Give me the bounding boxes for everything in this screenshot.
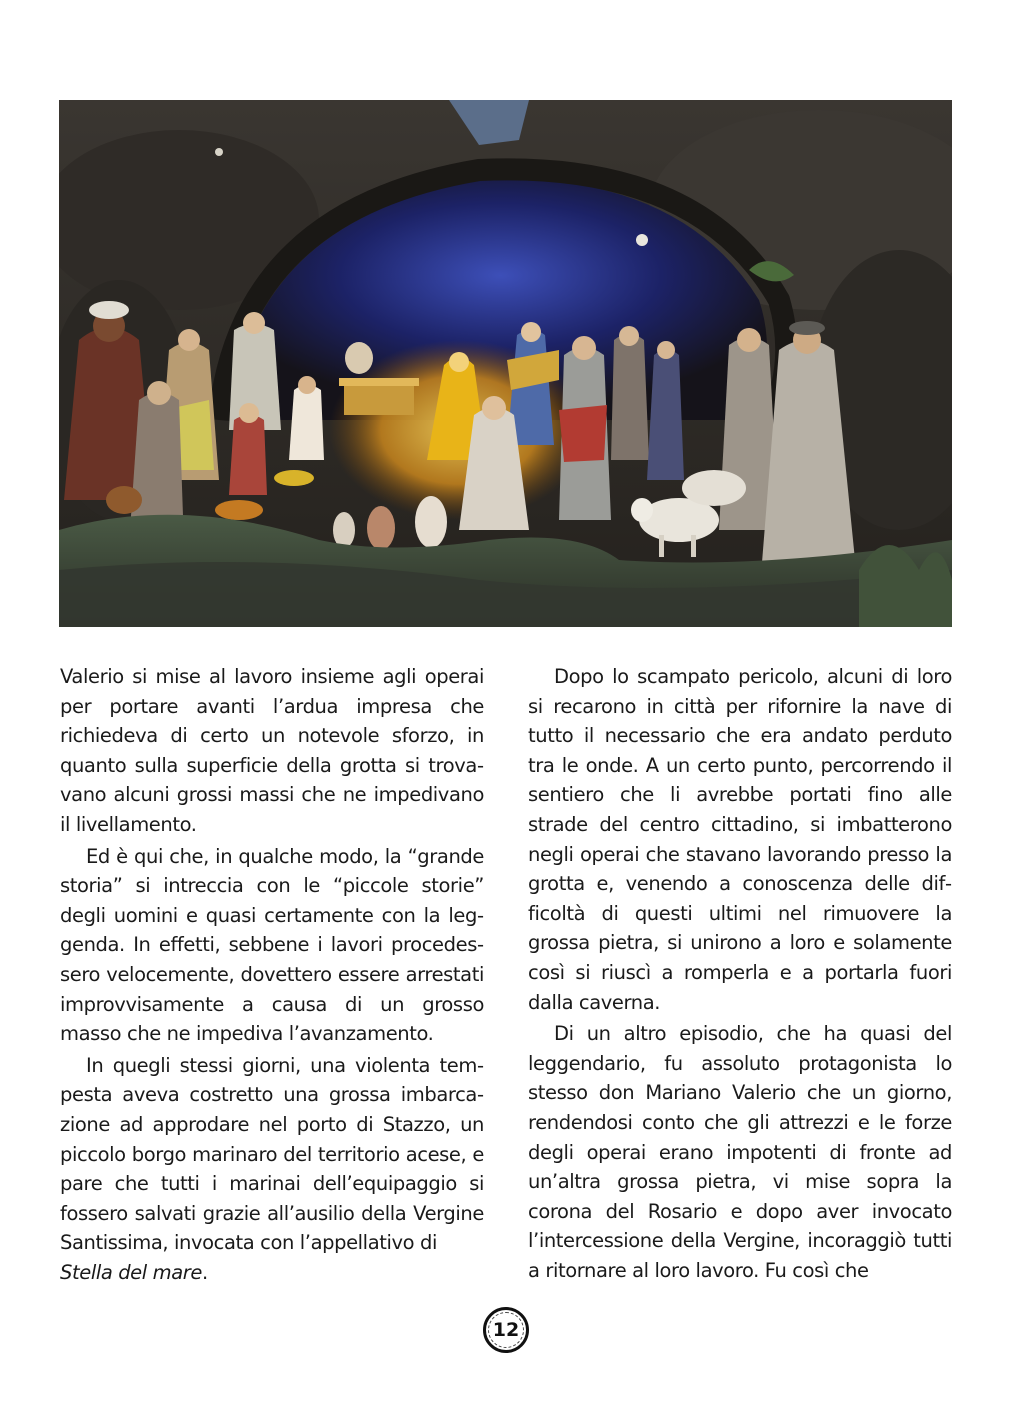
- left-paragraph-1: Valerio si mise al lavoro insieme agli operai per portare avanti l’ardua impresa che richiedeva di certo un notevole sforzo, in quanto sulla superficie della grotta si trovavano alcuni grossi massi che ne impedivano il livellamento.: [60, 665, 484, 836]
- right-paragraph-2: Di un altro episodio, che ha quasi del leggendario, fu assoluto protagonista lo stesso don Mariano Valerio che un giorno, rendendosi conto che gli attrezzi e le forze degli operai erano impotenti di fronte ad un’altra grossa pietra, vi mise sopra la corona del Rosario e dopo aver invocato l’intercessione della Vergine, incoraggiò tutti a ritornare al loro lavoro. Fu così che: [528, 1022, 952, 1282]
- page-number: 12: [492, 1319, 520, 1341]
- left-text-column: [60, 662, 484, 1289]
- right-paragraph-1: Dopo lo scampato pericolo, alcuni di loro si recarono in città per rifornire la nave di tutto il necessario che era andato perduto tra le onde. A un certo punto, percorrendo il sentiero che li avrebbe portati fino alle strade del centro cittadino, si imbatterono negli operai che stavano lavorando presso la grotta e, venendo a conoscenza delle difficoltà di questi ultimi nel rimuovere la grossa pietra, si unirono a loro e solamente così si riuscì a romperla e a portarla fuori dalla caverna.: [528, 665, 952, 1014]
- left-paragraph-2: Ed è qui che, in qualche modo, la “grande storia” si intreccia con le “piccole storie” degli uomini e quasi certamente con la leggenda. In effetti, sebbene i lavori procedessero velocemente, dovettero essere arrestati improvvisamente a causa di un grosso masso che ne impediva l’avanzamento.: [60, 844, 484, 1046]
- nativity-illustration: [59, 100, 952, 627]
- nativity-photo: [59, 100, 952, 627]
- right-text-column: [528, 662, 952, 1287]
- left-paragraph-3: [60, 1051, 484, 1288]
- italic-phrase: Stella del mare: [60, 1260, 202, 1284]
- italic-suffix: .: [201, 1260, 208, 1284]
- page-number-badge: [483, 1307, 529, 1353]
- left-paragraph-3-text: In quegli stessi giorni, una violenta tempesta aveva costretto una grossa imbarcazione ad approdare nel porto di Stazzo, un piccolo borgo marinaro del territorio acese, e pare che tutti i marinai dell’equipaggio si fossero salvati grazie all’ausilio della Vergine Santissima, invocata con l’appellativo di: [60, 1053, 484, 1255]
